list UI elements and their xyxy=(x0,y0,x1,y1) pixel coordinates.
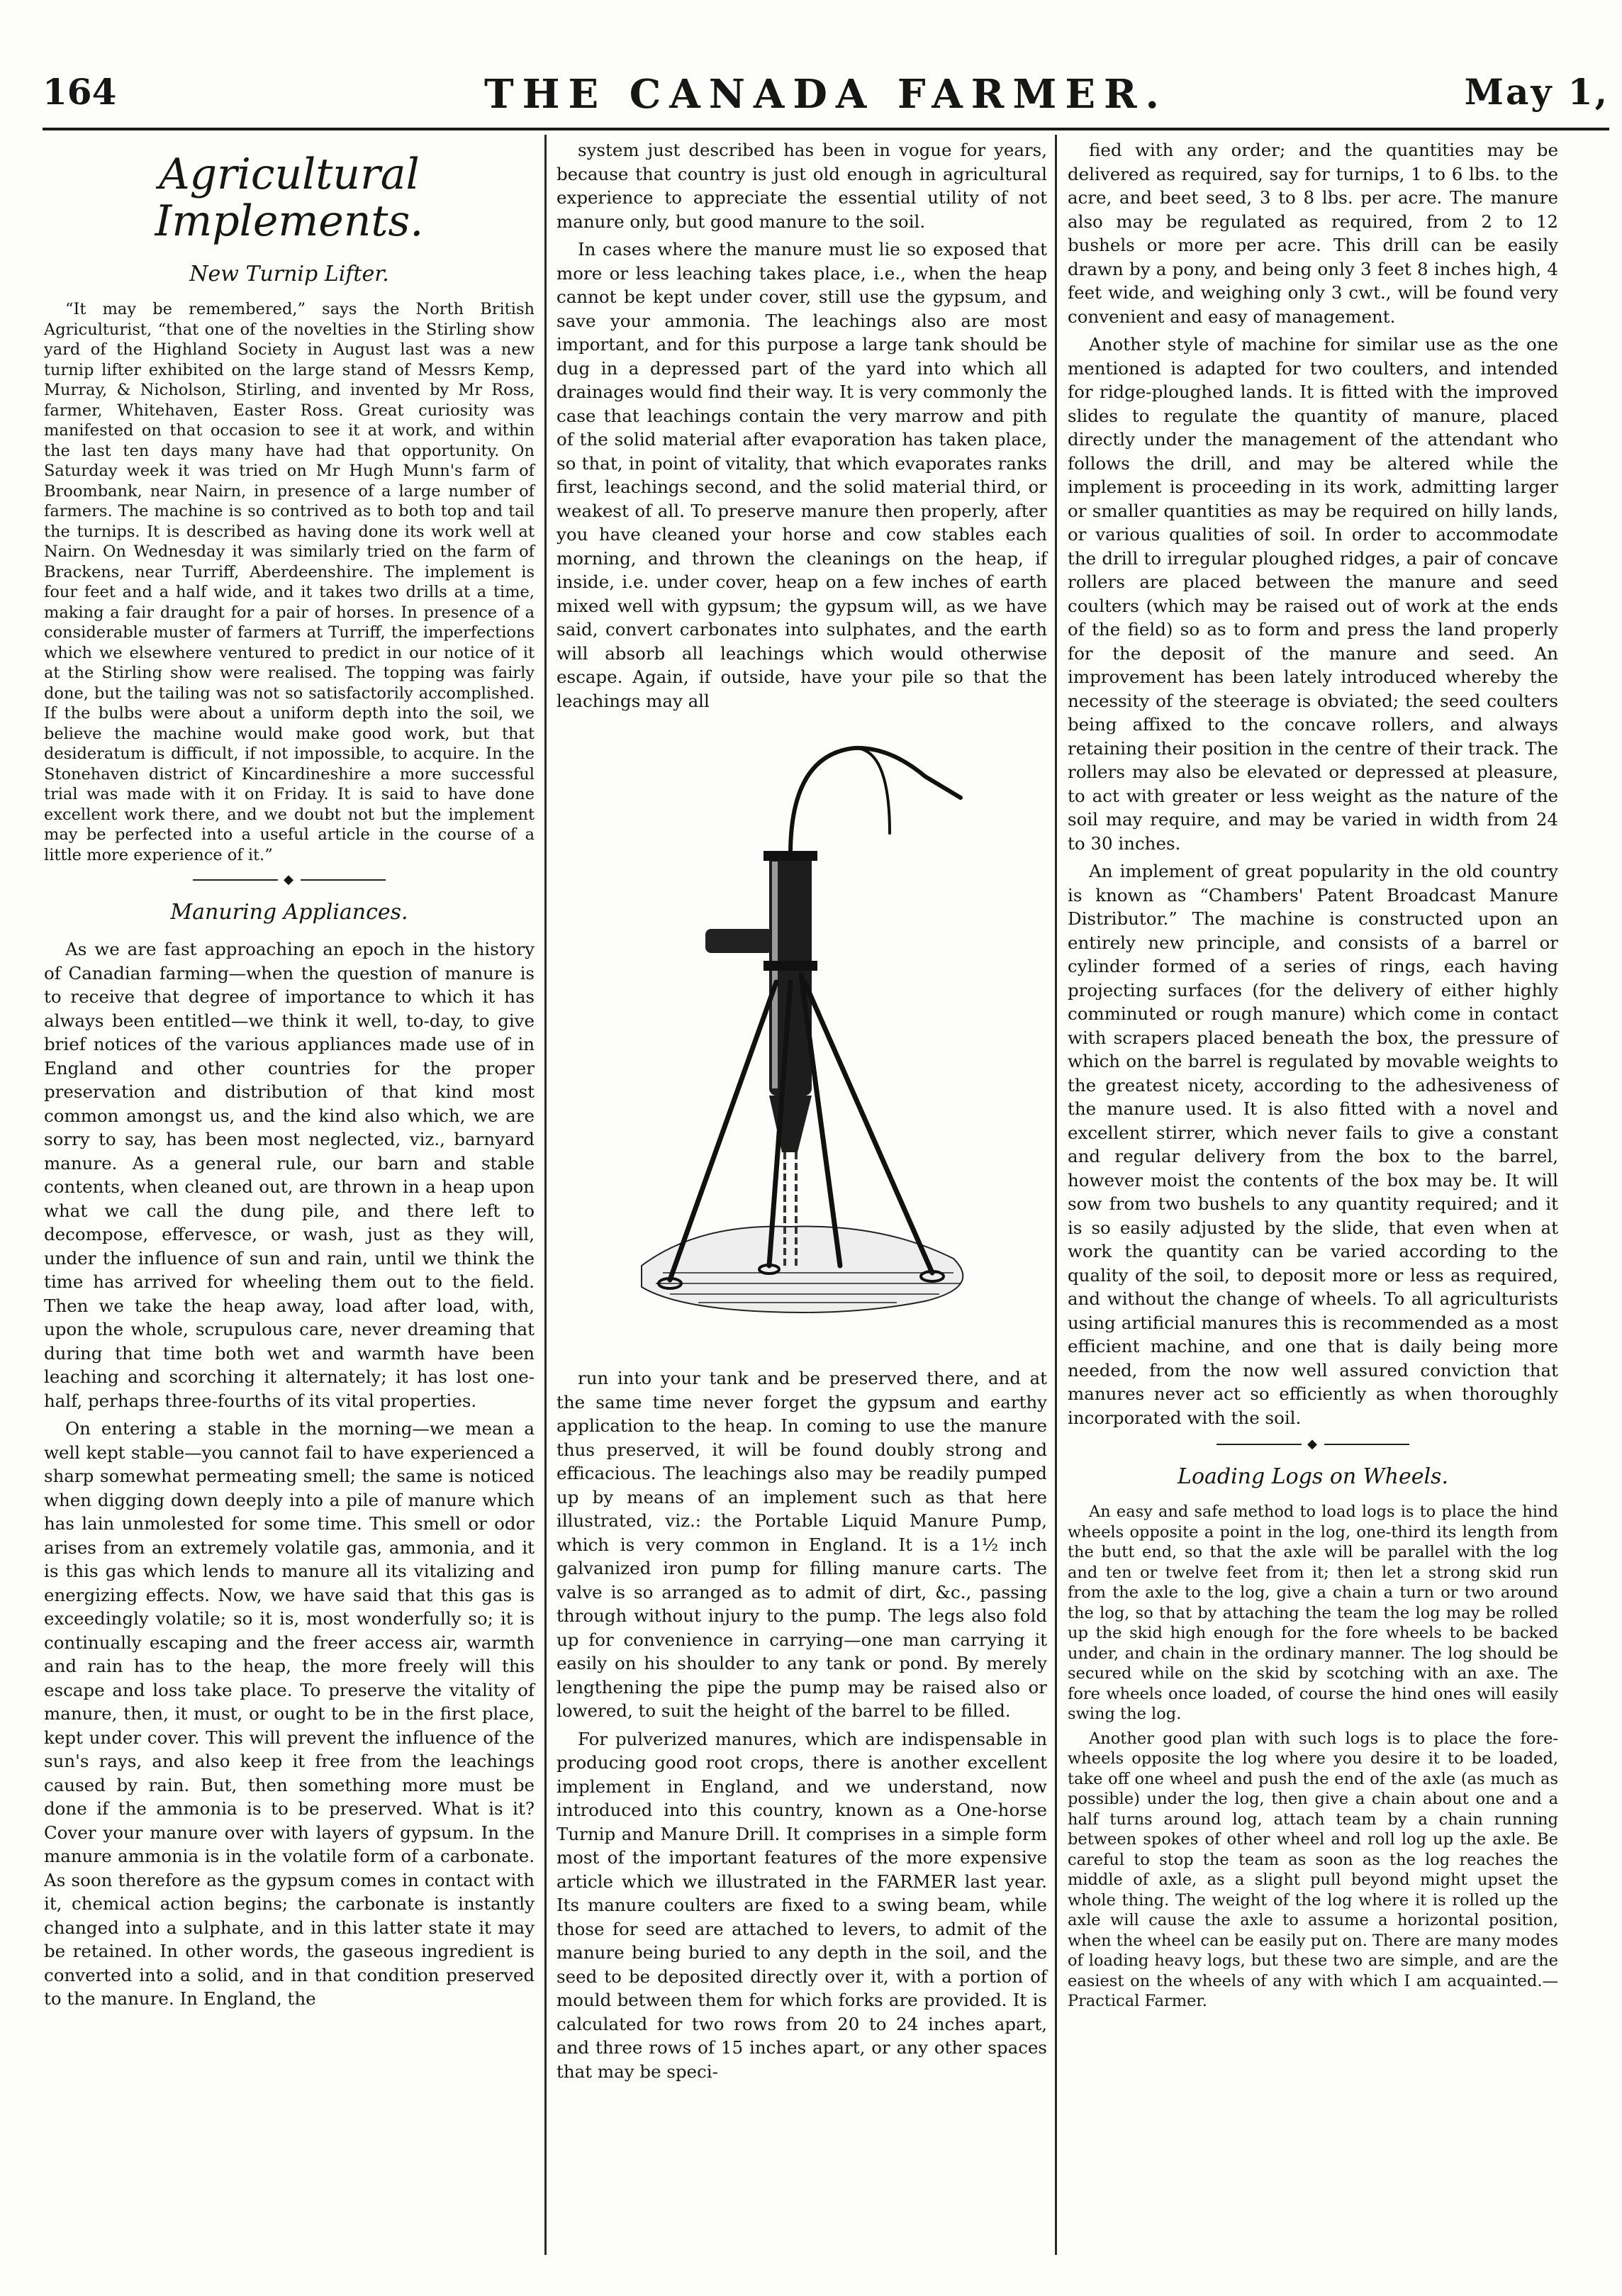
article-heading-manuring: Manuring Appliances. xyxy=(170,900,408,925)
page-number: 164 xyxy=(43,71,117,113)
column-divider xyxy=(544,135,547,2255)
article-paragraph: Another style of machine for similar use as the one mentioned is adapted for two coulters, and intended for ridge-ploughed lands. It is fitted with the improved slides to regulate the quantity of manure, placed directly under the management of the attendant who follows the drill, and may be altered while the implement is proceeding in its work, admitting larger or smaller quantities as may be required on hilly lands, or various qualities of soil. In order to accommodate the drill to irregular ploughed ridges, a pair of concave rollers are placed between the manure and seed coulters (which may be raised out of work at the ends of the field) so as to form and press the land properly for the deposit of the manure and seed. An improvement has been lately introduced whereby the necessity of the steerage is obviated; the seed coulters being affixed to the concave rollers, and always retaining their position in the centre of their track. The rollers may also be elevated or depressed at pleasure, to act with greater or less weight as the nature of the soil may require, and may be varied in width from 24 to 30 inches. xyxy=(1068,334,1558,854)
masthead xyxy=(43,71,1609,121)
masthead-rule xyxy=(43,128,1609,130)
column-3 xyxy=(1068,138,1558,2016)
article-paragraph: In cases where the manure must lie so exposed that more or less leaching takes place, i.e., when the heap cannot be kept under cover, still use the gypsum, and save your ammonia. The leachings also are most important, and for this purpose a large tank should be dug in a depressed part of the yard into which all drainages would find their way. It is very commonly the case that leachings contain the very marrow and pith of the solid material after evaporation has taken place, so that, in point of vitality, that which evaporates ranks first, leachings second, and the solid material third, or weakest of all. To preserve manure then properly, after you have cleaned your horse and cow stables each morning, and thrown the cleanings on the heap, if inside, i.e. under cover, heap on a few inches of earth mixed well with gypsum; the gypsum will, as we have said, convert carbonates into sulphates, and the earth will absorb all leachings which would otherwise escape. Again, if outside, have your pile so that the leachings may all xyxy=(556,239,1047,711)
ornament-divider: ◆ xyxy=(44,872,535,887)
newspaper-title: THE CANADA FARMER. xyxy=(483,71,1168,118)
article-heading-turnip: New Turnip Lifter. xyxy=(189,262,389,286)
article-paragraph: An implement of great popularity in the old country is known as “Chambers' Patent Broadcast Manure Distributor.” The machine is constructed upon an entirely new principle, and consists of a barrel or cylinder formed of a series of rings, each having projecting surfaces (for the delivery of either highly comminuted or rough manure) which come in contact with scrapers placed beneath the box, the pressure of which on the barrel is regulated by movable weights to the greatest nicety, according to the adhesiveness of the manure used. It is also fitted with a novel and excellent stirrer, which never fails to give a constant and regular delivery from the box to the barrel, however moist the contents of the box may be. It will sow from two bushels to any quantity required; and it is so easily adjusted by the slide, that even when at work the quantity can be varied according to the quality of the soil, to deposit more or less as required, and without the change of wheels. To all agriculturists using artificial manures this is recommended as a most efficient machine, and one that is daily being more needed, from the now well assured conviction that manures never act so efficiently as when thoroughly incorporated with the soil. xyxy=(1068,861,1558,1428)
article-paragraph: Another good plan with such logs is to place the fore-wheels opposite the log where you desire it to be loaded, take off one wheel and push the end of the axle (as much as possible) under the log, then give a chain about one and a half turns around log, attach team by a chain running between spokes of other wheel and roll log up the axle. Be careful to stop the team as soon as the log reaches the middle of axle, as a slight pull beyond might upset the whole thing. The weight of the log where it is rolled up the axle will cause the axle to assume a horizontal position, when the wheel can be easily put on. There are many modes of loading heavy logs, but these two are simple, and are the easiest on the wheels of any with which I am acquainted.—Practical Farmer. xyxy=(1068,1729,1558,2010)
ornament-divider: ◆ xyxy=(1068,1437,1558,1451)
article-paragraph: system just described has been in vogue for years, because that country is just old enough in agricultural experience to appreciate the essential utility of not manure only, but good manure to the soil. xyxy=(556,140,1047,232)
article-paragraph: run into your tank and be preserved there, and at the same time never forget the gypsum and earthy application to the heap. In coming to use the manure thus preserved, it will be found doubly strong and efficacious. The leachings also may be readily pumped up by means of an implement such as that here illustrated, viz.: the Portable Liquid Manure Pump, which is very common in England. It is a 1½ inch galvanized iron pump for filling manure carts. The valve is so arranged as to admit of dirt, &c., passing through without injury to the pump. The legs also fold up for convenience in carrying—one man carrying it easily on his shoulder to any tank or pond. By merely lengthening the pipe the pump may be raised also or lowered, to suit the height of the barrel to be filled. xyxy=(556,1368,1047,1721)
article-paragraph: “It may be remembered,” says the North British Agriculturist, “that one of the novelties in the Stirling show yard of the Highland Society in August last was a new turnip lifter exhibited on the large stand of Messrs Kemp, Murray, & Nicholson, Stirling, and invented by Mr Ross, farmer, Whitehaven, Easter Ross. Great curiosity was manifested on that occasion to see it at work, and within the last ten days many have had that opportunity. On Saturday week it was tried on Mr Hugh Munn's farm of Broombank, near Nairn, in presence of a large number of farmers. The machine is so contrived as to both top and tail the turnips. It is described as having done its work well at Nairn. On Wednesday it was similarly tried on the farm of Brackens, near Turriff, Aberdeenshire. The implement is four feet and a half wide, and it takes two drills at a time, making a fair draught for a pair of horses. In presence of a considerable muster of farmers at Turriff, the imperfections which we elsewhere ventured to predict in our notice of it at the Stirling show were realised. The topping was fairly done, but the tailing was not so satisfactorily accomplished. If the bulbs were about a uniform depth into the soil, we believe the machine would make good work, but that desideratum is difficult, if not impossible, to acquire. In the Stonehaven district of Kincardineshire a more successful trial was made with it on Friday. It is said to have done excellent work there, and we doubt not but the implement may be perfected into a useful article in the course of a little more experience of it.” xyxy=(44,300,535,864)
column-2 xyxy=(556,138,1047,2088)
column-divider xyxy=(1055,135,1057,2255)
column-1 xyxy=(44,138,535,2015)
article-paragraph: An easy and safe method to load logs is to place the hind wheels opposite a point in the log, one-third its length from the butt end, so that the axle will be parallel with the log and ten or twelve feet from it; then let a strong skid run from the axle to the log, give a chain a turn or two around the log, so that by attaching the team the log may be rolled up the skid high enough for the fore wheels to be backed under, and chain in the ordinary manner. The log should be secured while on the skid by scotching with an axe. The fore wheels once loaded, of course the hind ones will easily swing the log. xyxy=(1068,1503,1558,1723)
article-paragraph: As we are fast approaching an epoch in the history of Canadian farming—when the question of manure is to receive that degree of importance to which it has always been entitled—we think it well, to-day, to give brief notices of the various appliances made use of in England and other countries for the proper preservation and distribution of that kind most common amongst us, and the kind also which, we are sorry to say, has been most neglected, viz., barnyard manure. As a general rule, our barn and stable contents, when cleaned out, are thrown in a heap upon what we call the dung pile, and there left to decompose, effervesce, or wash, just as they will, under the influence of sun and rain, until we think the time has arrived for wheeling them out to the field. Then we take the heap away, load after load, with, upon the whole, scrupulous care, never dreaming that during that time both wet and warmth have been leaching and scorching it alternately; it has lost one-half, perhaps three-fourths of its vital properties. xyxy=(44,939,535,1411)
article-paragraph: For pulverized manures, which are indispensable in producing good root crops, there is another excellent implement in England, and we understand, now introduced into this country, known as a One-horse Turnip and Manure Drill. It comprises in a simple form most of the important features of the more expensive article which we illustrated in the FARMER last year. Its manure coulters are fixed to a swing beam, while those for seed are attached to levers, to admit of the manure being buried to any depth in the soil, and the seed to be deposited directly over it, with a portion of mould between them for which forks are provided. It is calculated for two rows from 20 to 24 inches apart, and three rows of 15 inches apart, or any other spaces that may be speci- xyxy=(556,1728,1047,2082)
article-paragraph: fied with any order; and the quantities may be delivered as required, say for turnips, 1 to 6 lbs. to the acre, and beet seed, 3 to 8 lbs. per acre. The manure also may be regulated as required, from 2 to 12 bushels or more per acre. This drill can be easily drawn by a pony, and being only 3 feet 8 inches high, 4 feet wide, and weighing only 3 cwt., will be found very convenient and easy of management. xyxy=(1068,140,1558,327)
issue-date: May 1, xyxy=(1464,71,1609,113)
section-title: Agricultural Implements. xyxy=(155,150,424,246)
article-heading-logs: Loading Logs on Wheels. xyxy=(1178,1464,1448,1489)
article-paragraph: On entering a stable in the morning—we mean a well kept stable—you cannot fail to have experienced a sharp somewhat permeating smell; the same is noticed when digging down deeply into a pile of manure which has lain unmolested for some time. This smell or odor arises from an extremely volatile gas, ammonia, and it is this gas which lends to manure all its vitalizing and energizing effects. Now, we have said that this gas is exceedingly volatile; so it is, most wonderfully so; it is continually escaping and the freer access air, warmth and rain has to the heap, the more freely will this escape and loss take place. To preserve the vitality of manure, then, it must, or ought to be in the first place, kept under cover. This will prevent the influence of the sun's rays, and also keep it free from the leachings caused by rain. But, then something more must be done if the ammonia is to be preserved. What is it? Cover your manure over with layers of gypsum. In the manure ammonia is in the volatile form of a carbonate. As soon therefore as the gypsum comes in contact with it, chemical action begins; the carbonate is instantly changed into a sulphate, and in this latter state it may be retained. In other words, the gaseous ingredient is converted into a solid, and in that condition preserved to the manure. In England, the xyxy=(44,1418,535,2009)
liquid-manure-pump-illustration xyxy=(556,727,1047,1351)
